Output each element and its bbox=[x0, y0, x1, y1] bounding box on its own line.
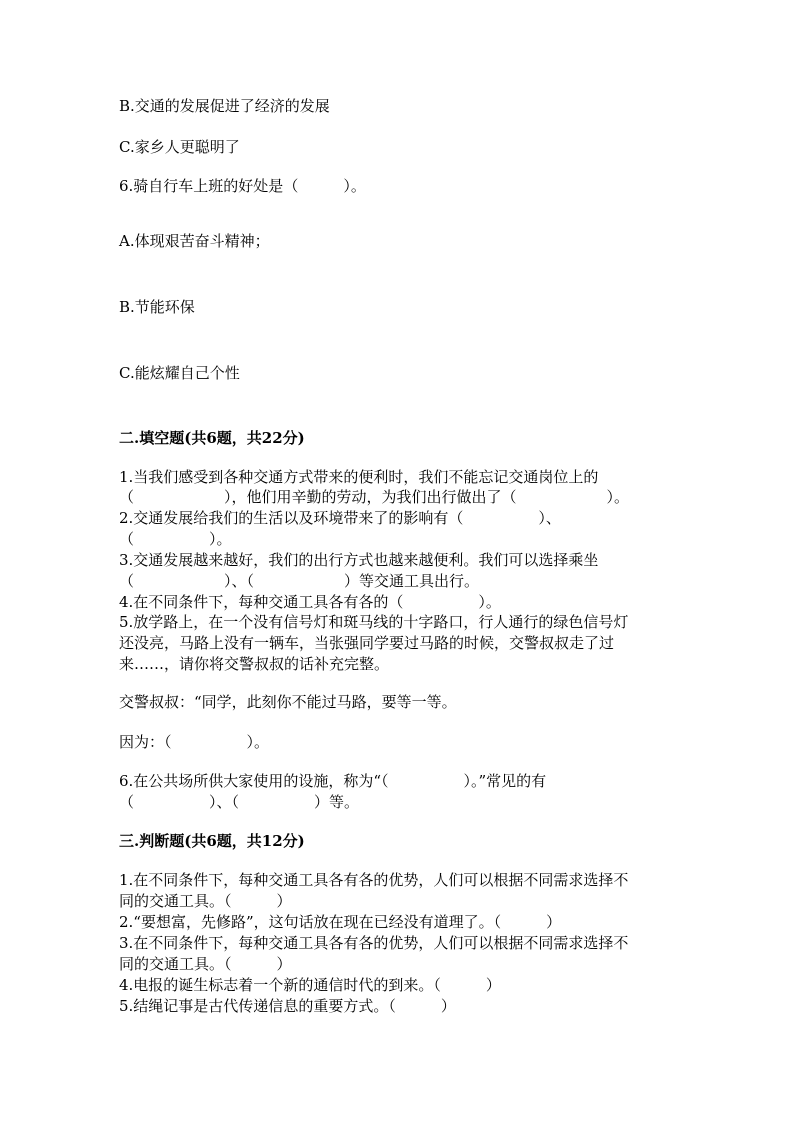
fill-question-5-line-1: 5.放学路上，在一个没有信号灯和斑马线的十字路口，行人通行的绿色信号灯 bbox=[119, 613, 629, 631]
question-6-option-a: A.体现艰苦奋斗精神； bbox=[119, 232, 270, 250]
judge-question-3-line-2: 同的交通工具。（ ） bbox=[119, 955, 292, 973]
fill-question-5-because: 因为：（ ）。 bbox=[119, 733, 270, 751]
fill-question-1-line-2: （ ），他们用辛勤的劳动，为我们出行做出了（ ）。 bbox=[119, 488, 630, 506]
fill-question-5-line-3: 来……，请你将交警叔叔的话补充完整。 bbox=[119, 655, 390, 673]
question-6-stem: 6.骑自行车上班的好处是（ ）。 bbox=[119, 177, 366, 195]
judge-question-3-line-1: 3.在不同条件下，每种交通工具各有各的优势，人们可以根据不同需求选择不 bbox=[119, 934, 629, 952]
section-heading-fill-blank: 二.填空题(共6题，共22分) bbox=[119, 429, 305, 447]
judge-question-1-line-2: 同的交通工具。（ ） bbox=[119, 892, 292, 910]
fill-question-6-line-2: （ ）、（ ）等。 bbox=[119, 793, 360, 811]
option-b: B.交通的发展促进了经济的发展 bbox=[119, 97, 330, 115]
section-heading-true-false: 三.判断题(共6题，共12分) bbox=[119, 832, 305, 850]
option-c: C.家乡人更聪明了 bbox=[119, 138, 240, 156]
question-6-option-b: B.节能环保 bbox=[119, 298, 195, 316]
fill-question-5-police: 交警叔叔：“同学，此刻你不能过马路，要等一等。 bbox=[119, 693, 457, 711]
fill-question-3-line-2: （ ）、（ ）等交通工具出行。 bbox=[119, 572, 480, 590]
question-6-option-c: C.能炫耀自己个性 bbox=[119, 364, 240, 382]
judge-question-4: 4.电报的诞生标志着一个新的通信时代的到来。（ ） bbox=[119, 976, 501, 994]
fill-question-6-line-1: 6.在公共场所供大家使用的设施，称为“（ ）。”常见的有 bbox=[119, 772, 547, 790]
fill-question-2-line-1: 2.交通发展给我们的生活以及环境带来了的影响有（ ）、 bbox=[119, 509, 561, 527]
fill-question-4: 4.在不同条件下，每种交通工具各有各的（ ）。 bbox=[119, 593, 501, 611]
fill-question-3-line-1: 3.交通发展越来越好，我们的出行方式也越来越便利。我们可以选择乘坐 bbox=[119, 551, 599, 569]
fill-question-1-line-1: 1.当我们感受到各种交通方式带来的便利时，我们不能忘记交通岗位上的 bbox=[119, 468, 599, 486]
fill-question-5-line-2: 还没亮，马路上没有一辆车，当张强同学要过马路的时候，交警叔叔走了过 bbox=[119, 634, 615, 652]
judge-question-2: 2.“要想富，先修路”，这句话放在现在已经没有道理了。（ ） bbox=[119, 913, 562, 931]
fill-question-2-line-2: （ ）。 bbox=[119, 530, 232, 548]
judge-question-5: 5.结绳记事是古代传递信息的重要方式。（ ） bbox=[119, 997, 456, 1015]
judge-question-1-line-1: 1.在不同条件下，每种交通工具各有各的优势，人们可以根据不同需求选择不 bbox=[119, 871, 629, 889]
